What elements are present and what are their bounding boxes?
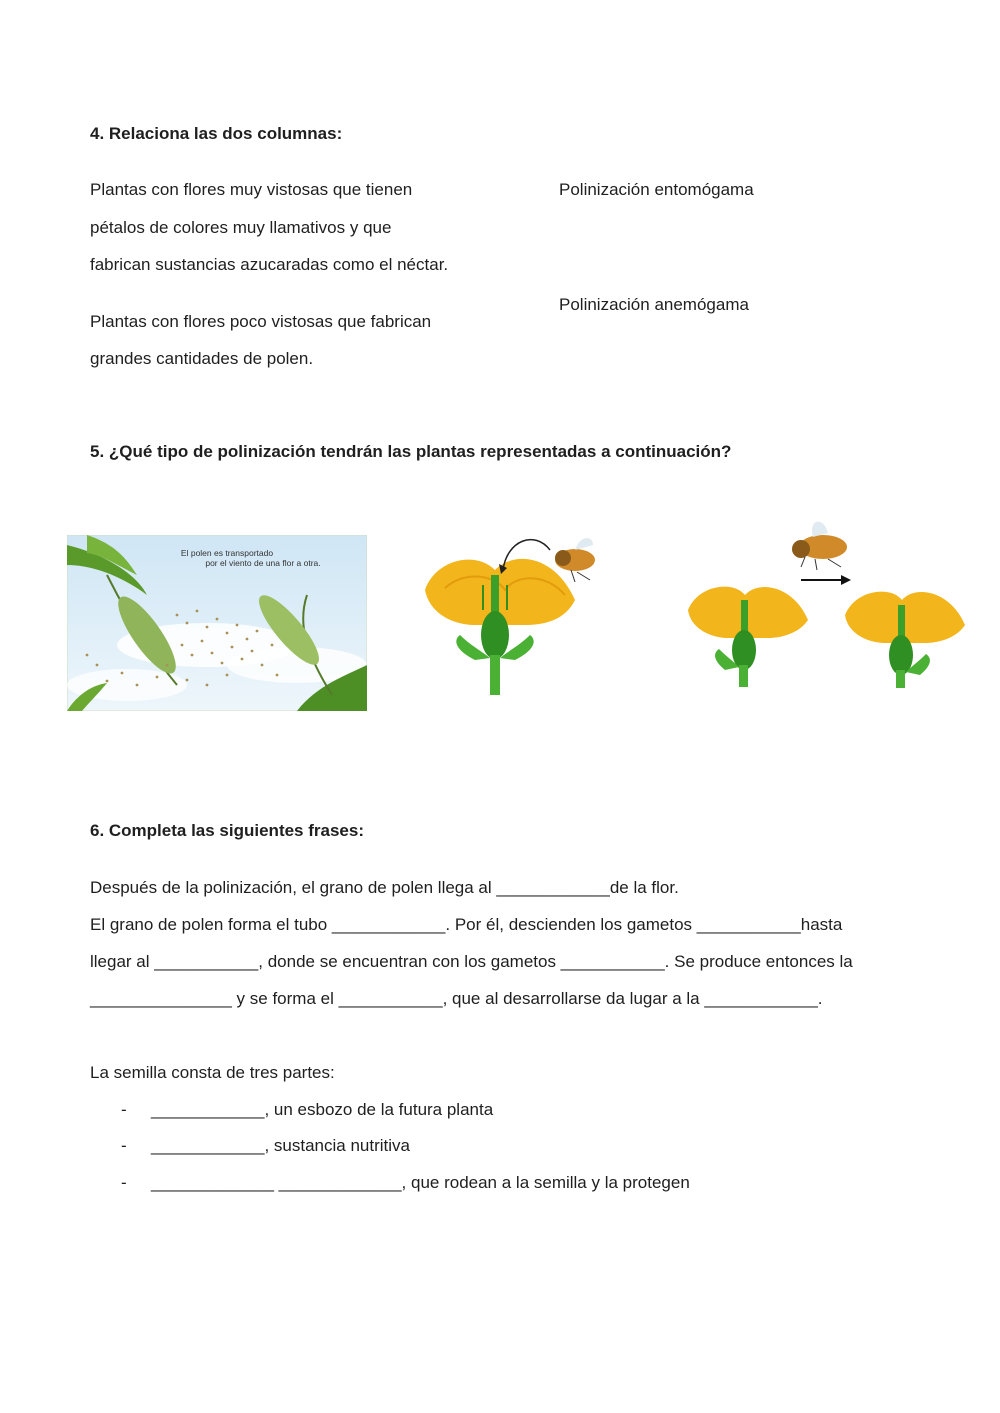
q6-sentence-line1: Después de la polinización, el grano de polen llega al ____________de la flor. [90,878,679,897]
q6-sentence-line4: _______________ y se forma el ___________, que al desarrollarse da lugar a la ____________. [90,989,823,1008]
q4-title: 4. Relaciona las dos columnas: [90,124,343,143]
q6-sentence-line3: llegar al ___________, donde se encuentran con los gametos ___________. Se produce entonces la [90,952,853,971]
seed-item-3: _____________ _____________, que rodean a la semilla y la protegen [151,1173,690,1192]
q6-sentence-line2: El grano de polen forma el tubo ____________. Por él, descienden los gametos ___________hasta [90,915,843,934]
q4-left-a-line3: fabrican sustancias azucaradas como el néctar. [90,255,449,274]
q4-right-anemogama: Polinización anemógama [559,295,749,314]
q4-left-a-line2: pétalos de colores muy llamativos y que [90,218,392,237]
q6-title: 6. Completa las siguientes frases: [90,821,364,840]
cross-pollination-figure [683,515,973,690]
bullet-dash-1: - [121,1100,127,1119]
bullet-dash-2: - [121,1136,127,1155]
q4-left-b-line2: grandes cantidades de polen. [90,349,314,368]
q5-title: 5. ¿Qué tipo de polinización tendrán las plantas representadas a continuación? [90,442,732,461]
q4-right-entomogama: Polinización entomógama [559,180,754,199]
seed-intro: La semilla consta de tres partes: [90,1063,335,1082]
bullet-dash-3: - [121,1173,127,1192]
q4-left-a-line1: Plantas con flores muy vistosas que tienen [90,180,413,199]
seed-item-1: ____________, un esbozo de la futura planta [151,1100,494,1119]
seed-item-2: ____________, sustancia nutritiva [151,1136,410,1155]
wind-caption-line1: El polen es transportado [180,548,274,558]
q4-left-b-line1: Plantas con flores poco vistosas que fabrican [90,312,432,331]
self-pollination-figure [415,530,605,700]
wind-pollination-figure [67,535,367,711]
wind-caption-line2: por el viento de una flor a otra. [205,558,321,568]
